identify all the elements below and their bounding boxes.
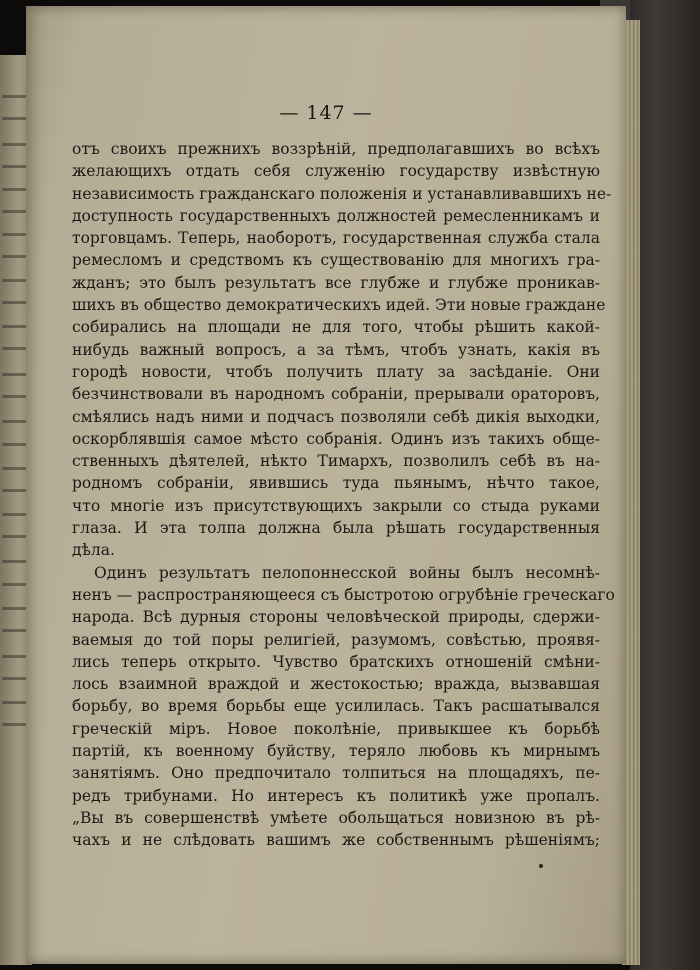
text-line: что многіе изъ присутствующихъ закрыли со стыда руками: [72, 496, 600, 515]
text-line: жданъ; это былъ результатъ все глубже и глубже проникав-: [72, 273, 600, 292]
text-line: нибудь важный вопросъ, а за тѣмъ, чтобъ узнать, какія въ: [72, 340, 600, 359]
text-line: редъ трибунами. Но интересъ къ политикѣ уже пропалъ.: [72, 786, 600, 805]
text-line: торговцамъ. Теперь, наоборотъ, государственная служба стала: [72, 229, 600, 248]
text-line: глаза. И эта толпа должна была рѣшать государственныя: [72, 519, 600, 538]
text-line: родномъ собраніи, явившись туда пьянымъ, нѣчто такое,: [72, 474, 600, 493]
text-line: лось взаимной враждой и жестокостью; вражда, вызвавшая: [72, 675, 600, 694]
text-line: греческій міръ. Новое поколѣніе, привыкшее къ борьбѣ: [72, 719, 600, 738]
page-body-text: [72, 138, 615, 852]
book-page: [26, 6, 626, 964]
text-line: отъ своихъ прежнихъ воззрѣній, предполагавшихъ во всѣхъ: [72, 140, 600, 158]
text-line: ваемыя до той поры религіей, разумомъ, совѣстью, проявя-: [72, 630, 600, 649]
text-line: ремесломъ и средствомъ къ существованію для многихъ гра-: [72, 251, 600, 270]
page-number: — 147 —: [279, 102, 373, 124]
text-line: дѣла.: [72, 541, 115, 560]
book-cover-right: [630, 0, 700, 970]
text-line: смѣялись надъ ними и подчасъ позволяли себѣ дикія выходки,: [72, 407, 600, 426]
text-line: собирались на площади не для того, чтобы рѣшить какой-: [72, 318, 600, 337]
text-line: оскорблявшія самое мѣсто собранія. Одинъ изъ такихъ обще-: [72, 429, 600, 448]
text-line: шихъ въ общество демократическихъ идей. Эти новые граждане: [72, 296, 606, 315]
text-line: ственныхъ дѣятелей, нѣкто Тимархъ, позволилъ себѣ въ на-: [72, 452, 600, 471]
text-line: доступность государственныхъ должностей ремесленникамъ и: [72, 206, 600, 225]
text-line: чахъ и не слѣдовать вашимъ же собственнымъ рѣшеніямъ;: [72, 831, 600, 850]
text-line: независимость гражданскаго положенія и устанавливавшихъ не-: [72, 184, 612, 203]
text-line: желающихъ отдать себя служенію государству извѣстную: [72, 162, 600, 181]
text-line: занятіямъ. Оно предпочитало толпиться на площадяхъ, пе-: [72, 764, 600, 783]
text-line: городѣ новости, чтобъ получить плату за засѣданіе. Они: [72, 362, 600, 381]
text-line: борьбу, во время борьбы еще усилилась. Такъ расшатывался: [72, 697, 600, 716]
ink-speck: [539, 864, 543, 868]
text-line: народа. Всѣ дурныя стороны человѣческой природы, сдержи-: [72, 608, 600, 627]
text-line: лись теперь открыто. Чувство братскихъ отношеній смѣни-: [72, 652, 600, 671]
text-line: безчинствовали въ народномъ собраніи, прерывали ораторовъ,: [72, 385, 600, 404]
text-line: партій, къ военному буйству, теряло любовь къ мирнымъ: [72, 742, 600, 761]
text-line: Одинъ результатъ пелопоннесской войны былъ несомнѣ-: [94, 563, 600, 582]
text-line: ненъ — распространяющееся съ быстротою огрубѣніе греческаго: [72, 585, 615, 604]
text-line: „Вы въ совершенствѣ умѣете обольщаться новизною въ рѣ-: [72, 808, 600, 827]
